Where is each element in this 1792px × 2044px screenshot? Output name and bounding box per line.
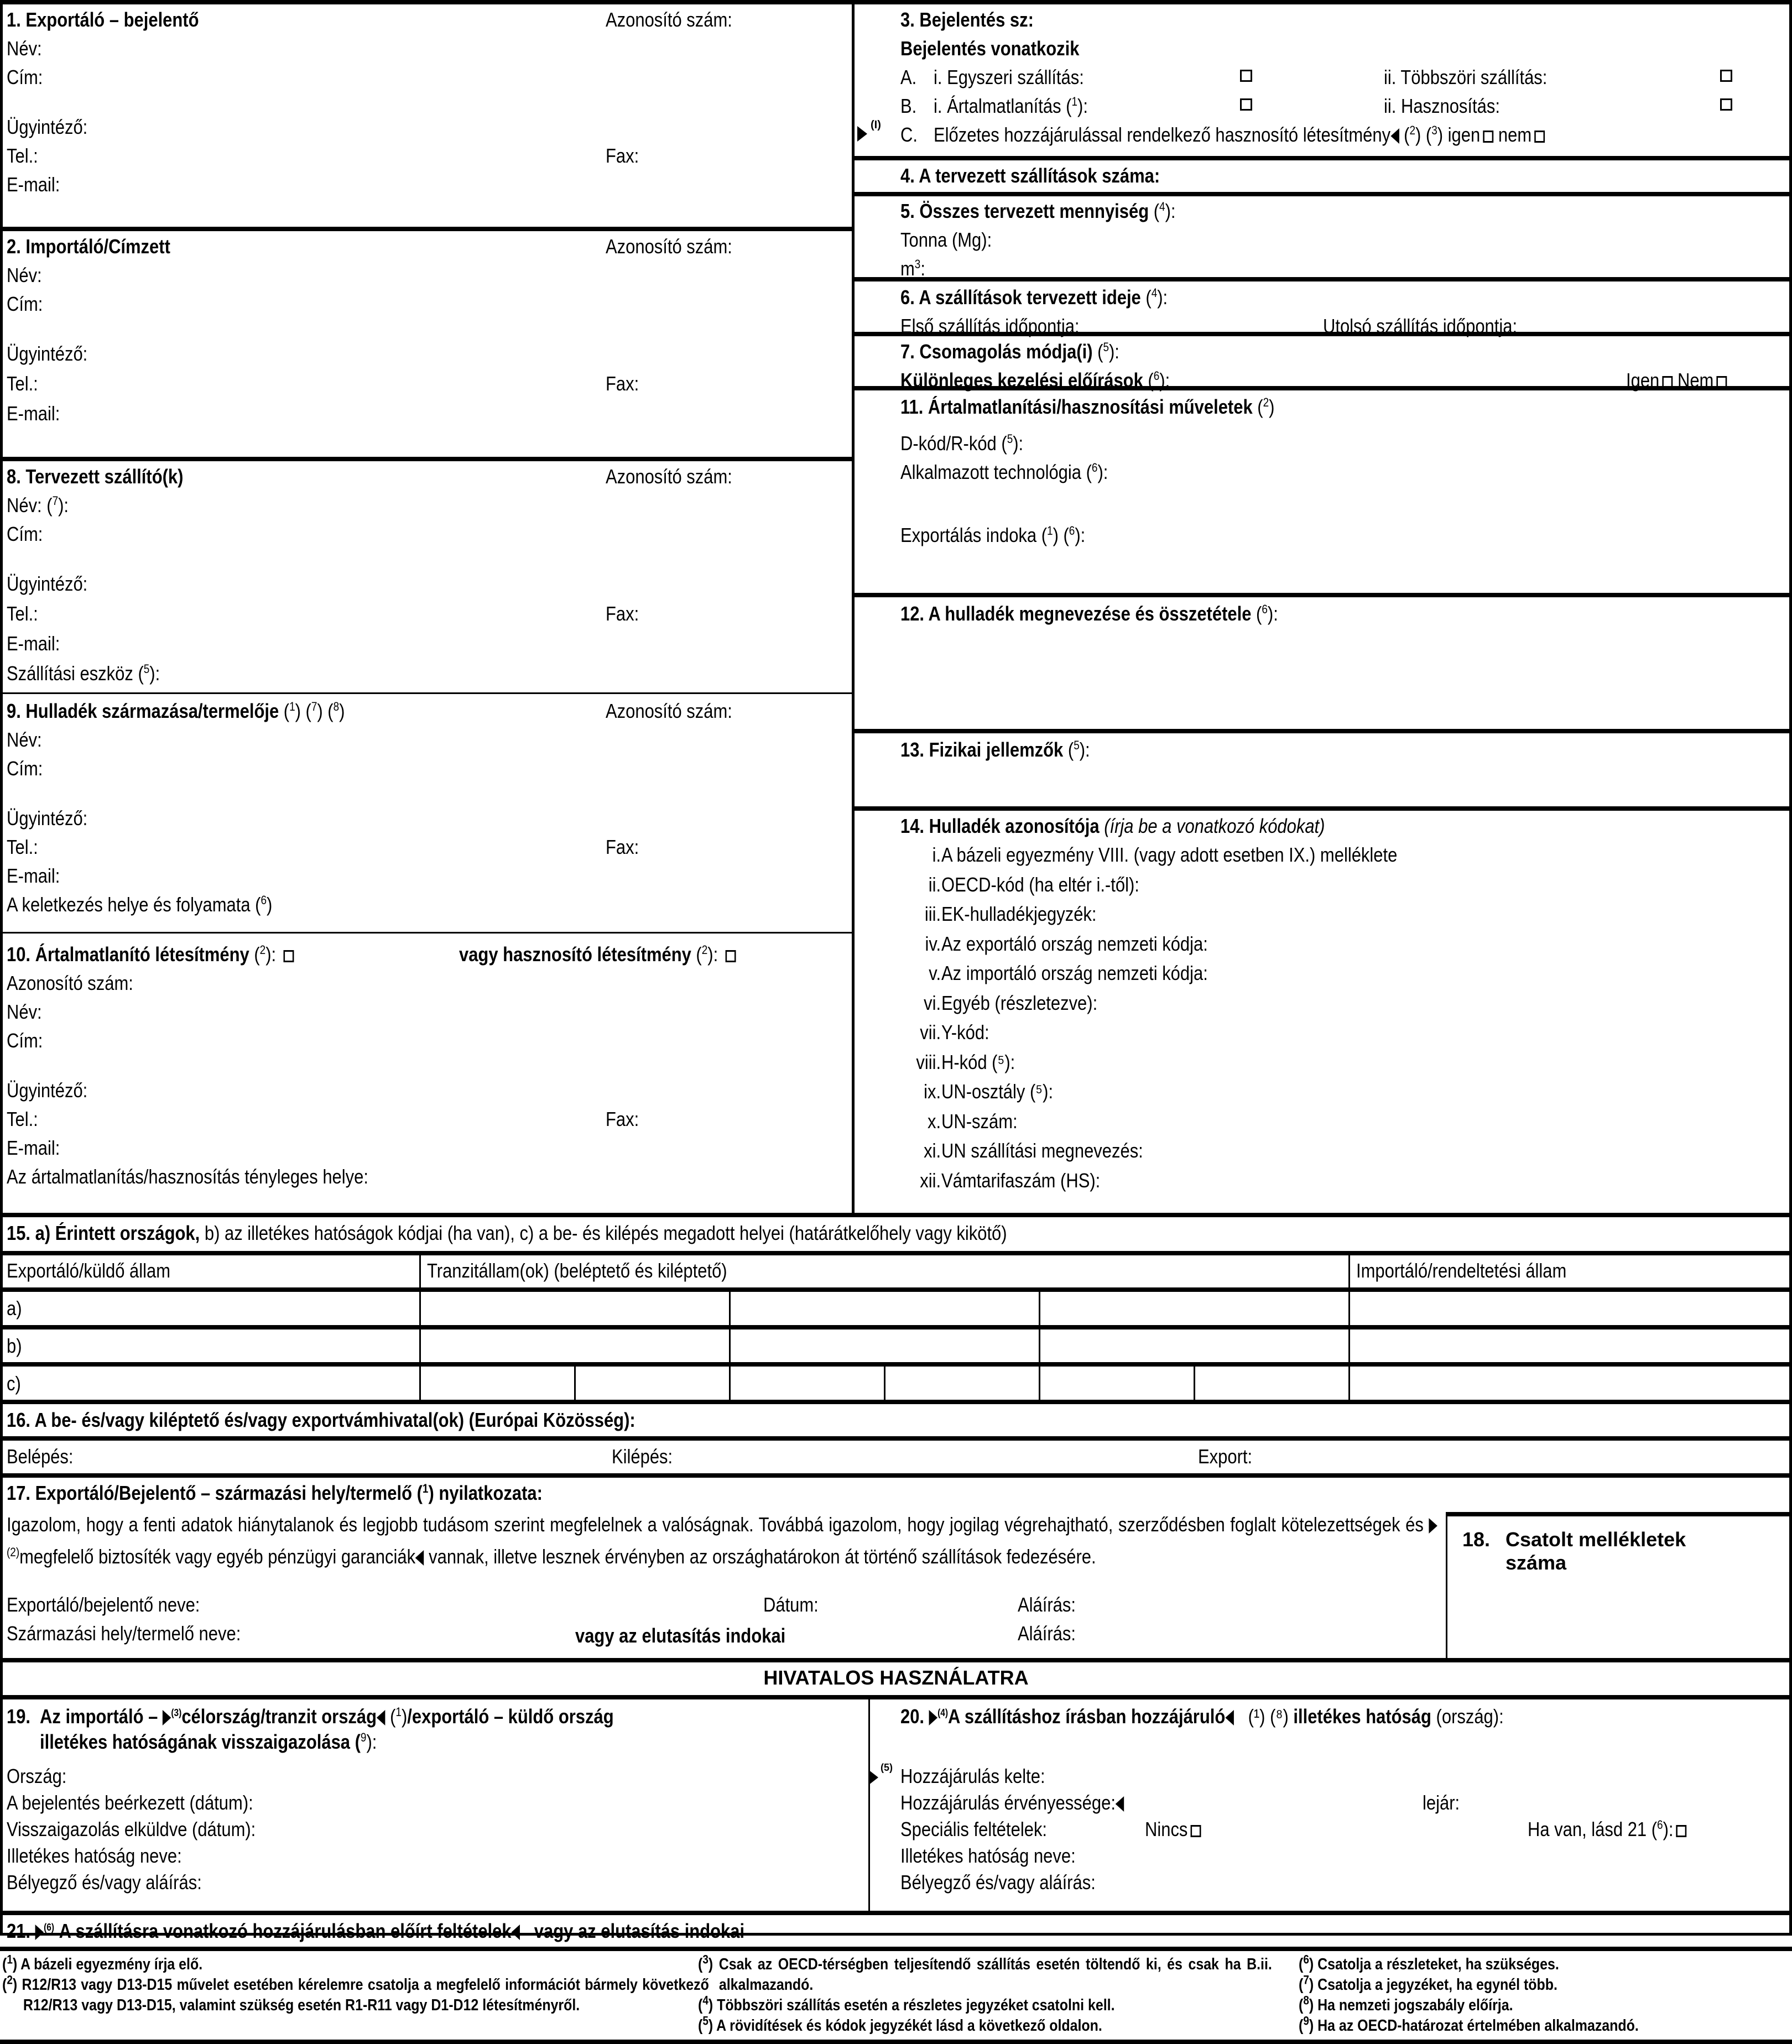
waste-id-item-label[interactable]: Vámtarifaszám (HS): xyxy=(941,1169,1101,1192)
s19-country-label[interactable]: Ország: xyxy=(7,1765,67,1787)
t15-row-a-label: a) xyxy=(7,1297,22,1320)
divider-17-18 xyxy=(1446,1512,1447,1660)
waste-id-item-label[interactable]: UN-osztály (⁵): xyxy=(941,1080,1054,1103)
s3-b-disposal-label: i. Ártalmatlanítás ($^1$): xyxy=(934,95,1088,117)
section-9-title: 9. Hulladék származása/termelője ($^1$) ($^7$) ($^8$) xyxy=(7,700,345,722)
t15-col-c2 xyxy=(884,1362,885,1400)
footnote-text: Csatolja a részleteket, ha szükséges. xyxy=(1317,1956,1559,1973)
footnote-text: Csak az OECD-térségben teljesítendő szállítás esetén töltendő ki, és csak ha B.ii. alkalmazandó. xyxy=(718,1956,1272,1994)
divider-official-19 xyxy=(0,1695,1792,1699)
s19-stamp-label[interactable]: Bélyegző és/vagy aláírás: xyxy=(7,1871,202,1894)
s11-reason-label[interactable]: Exportálás indoka ($^1$) ($^6$): xyxy=(900,524,1086,546)
divider-bottom xyxy=(0,2040,1792,2044)
s9-email-label[interactable]: E-mail: xyxy=(7,864,60,887)
top-border xyxy=(0,0,1792,4)
single-shipment-checkbox[interactable] xyxy=(1240,70,1252,82)
footnote xyxy=(2,1954,709,1975)
divider-11-12 xyxy=(852,593,1792,597)
waste-id-item-label[interactable]: UN szállítási megnevezés: xyxy=(941,1139,1143,1162)
divider-2-8 xyxy=(0,457,853,461)
t15-header-import: Importáló/rendeltetési állam xyxy=(1356,1259,1567,1282)
section-18-num: 18. xyxy=(1462,1528,1491,1551)
s9-fax-label[interactable]: Fax: xyxy=(606,836,639,858)
s17-signature-2-label[interactable]: Aláírás: xyxy=(1018,1622,1076,1645)
section-12-title[interactable]: 12. A hulladék megnevezése és összetétele ($^6$): xyxy=(900,602,1278,625)
section-19-title-line2: illetékes hatóságának visszaigazolása ($^9$): xyxy=(40,1730,377,1753)
divider-top-15 xyxy=(0,1213,1792,1217)
footnote xyxy=(1299,1975,1792,1995)
divider-21-footnotes xyxy=(0,1947,1792,1951)
s3-a-multiple-label: ii. Többszöri szállítás: xyxy=(1384,66,1548,88)
amendment-end-marker-icon xyxy=(1390,128,1399,144)
s1-name-label[interactable]: Név: xyxy=(7,37,42,60)
divider-17-official xyxy=(0,1658,1792,1662)
waste-id-item-label[interactable]: Y-kód: xyxy=(941,1021,989,1044)
s17-date-label[interactable]: Dátum: xyxy=(763,1593,819,1616)
s1-address-label[interactable]: Cím: xyxy=(7,66,43,88)
divider-9-10 xyxy=(0,932,853,934)
t15-a-transit-2-cell[interactable] xyxy=(731,1292,1038,1324)
s1-contact-label[interactable]: Ügyintéző: xyxy=(7,116,88,138)
s10-address-label[interactable]: Cím: xyxy=(7,1029,43,1052)
footnote-ref: ($^5$) xyxy=(698,2014,717,2035)
footnote-ref: ($^3$) xyxy=(698,1952,719,1973)
s10-email-label[interactable]: E-mail: xyxy=(7,1136,60,1159)
amendment-end-marker-icon xyxy=(512,1925,520,1940)
amendment-end-marker-icon xyxy=(1225,1710,1233,1725)
section-20-title: 20. $^{(4)}$A szállításhoz írásban hozzájáruló (¹) (⁸) illetékes hatóság (ország): xyxy=(900,1705,1504,1728)
s17-exporter-name-label[interactable]: Exportáló/bejelentő neve: xyxy=(7,1593,200,1616)
t15-a-transit-1-cell[interactable] xyxy=(421,1292,728,1324)
t15-header-transit: Tranzitállam(ok) (beléptető és kiléptető) xyxy=(427,1259,727,1282)
column-divider xyxy=(852,0,855,1214)
s1-email-label[interactable]: E-mail: xyxy=(7,173,60,196)
s20-expires-label[interactable]: lejár: xyxy=(1423,1791,1460,1814)
amendment-start-marker-icon xyxy=(1429,1518,1437,1534)
waste-id-item-label[interactable]: EK-hulladékjegyzék: xyxy=(941,903,1097,925)
section-21-title[interactable]: 21. $^{(6)}$ A szállításra vonatkozó hozzájárulásban előírt feltételek vagy az elutasítás indokai xyxy=(7,1920,745,1942)
s19-received-label[interactable]: A bejelentés beérkezett (dátum): xyxy=(7,1791,253,1814)
s6-first-label[interactable]: Első szállítás időpontja: xyxy=(900,315,1080,337)
s10-name-label[interactable]: Név: xyxy=(7,1000,42,1023)
amendment-start-marker-icon xyxy=(35,1925,44,1940)
t15-c-import-cell[interactable] xyxy=(1350,1367,1787,1399)
section-15-title: 15. a) Érintett országok, b) az illetékes hatóságok kódjai (ha van), c) a be- és kilépés megadott helyei (határátkelőhely vagy kikötő) xyxy=(7,1222,1007,1244)
s3-b-letter: B. xyxy=(900,95,917,117)
divider-15-row-c xyxy=(0,1362,1792,1367)
divider-15-row-a xyxy=(0,1287,1792,1292)
divider-19-20 xyxy=(868,1695,870,1912)
section-2-title: 2. Importáló/Címzett xyxy=(7,235,170,258)
disposal-checkbox[interactable] xyxy=(1240,98,1252,111)
divider-13-14 xyxy=(852,806,1792,811)
special-handling-no-checkbox[interactable] xyxy=(1716,376,1727,388)
footnote xyxy=(1299,1954,1792,1975)
section-8-title: 8. Tervezett szállító(k) xyxy=(7,465,184,488)
waste-id-item-number: vi. xyxy=(924,991,941,1014)
s5-m3-label[interactable]: $m^3$: xyxy=(900,257,925,280)
s3-a-single-label: i. Egyszeri szállítás: xyxy=(934,66,1084,88)
s20-if-any-option: Ha van, lásd 21 ($^6$): xyxy=(1528,1817,1687,1841)
s7-special-label: Különleges kezelési előírások ($^6$): xyxy=(900,369,1170,392)
amendment-start-marker-icon xyxy=(868,1770,878,1785)
waste-id-item-label[interactable]: H-kód (⁵): xyxy=(941,1050,1015,1073)
waste-id-item-number: x. xyxy=(928,1109,941,1133)
t15-b-import-cell[interactable] xyxy=(1350,1329,1787,1362)
s8-transport-label[interactable]: Szállítási eszköz ($^5$): xyxy=(7,662,160,685)
footnote-ref: ($^6$) xyxy=(1299,1952,1318,1973)
divider-20-21 xyxy=(0,1911,1792,1915)
section-1-title: 1. Exportáló – bejelentő xyxy=(7,8,199,31)
s2-name-label[interactable]: Név: xyxy=(7,264,42,286)
s1-id-label: Azonosító szám: xyxy=(606,8,732,31)
waste-id-item-number: vii. xyxy=(920,1021,941,1044)
recovery-checkbox[interactable] xyxy=(1720,98,1732,111)
footnote-text: A bázeli egyezmény írja elő. xyxy=(20,1956,203,1973)
special-conditions-yes-checkbox[interactable] xyxy=(1676,1825,1687,1837)
s17-producer-name-label[interactable]: Származási hely/termelő neve: xyxy=(7,1622,241,1645)
section-14-title: 14. Hulladék azonosítója (írja be a vonatkozó kódokat) xyxy=(900,815,1325,837)
t15-header-export: Exportáló/küldő állam xyxy=(7,1259,171,1282)
s20-none-option: Nincs xyxy=(1145,1817,1201,1841)
amendment-start-marker-icon xyxy=(929,1710,937,1725)
waste-id-item-label[interactable]: A bázeli egyezmény VIII. (vagy adott esetben IX.) melléklete xyxy=(941,843,1398,866)
section-5-title: 5. Összes tervezett mennyiség ($^4$): xyxy=(900,200,1176,222)
s2-id-label: Azonosító szám: xyxy=(606,235,732,258)
section-7-title[interactable]: 7. Csomagolás módja(i) ($^5$): xyxy=(900,340,1119,363)
divider-4-5 xyxy=(852,192,1792,196)
section-17-title: 17. Exportáló/Bejelentő – származási hely/termelő ($^1$) nyilatkozata: xyxy=(7,1482,543,1504)
footnote xyxy=(2,1975,709,2016)
waste-id-item-label[interactable]: Egyéb (részletezve): xyxy=(941,991,1098,1014)
amendment-end-marker-icon xyxy=(377,1710,385,1725)
s20-consent-date-label[interactable]: Hozzájárulás kelte: xyxy=(900,1765,1045,1787)
footnote xyxy=(698,1995,1272,2016)
s16-exit-label[interactable]: Kilépés: xyxy=(612,1445,673,1468)
s20-authority-label[interactable]: Illetékes hatóság neve: xyxy=(900,1844,1076,1867)
s16-entry-label[interactable]: Belépés: xyxy=(7,1445,74,1468)
s8-tel-label[interactable]: Tel.: xyxy=(7,602,38,625)
s9-id-label: Azonosító szám: xyxy=(606,700,732,722)
section-19-num: 19. xyxy=(7,1705,31,1728)
divider-1-2 xyxy=(0,227,853,231)
waste-id-item-number: iv. xyxy=(925,932,941,955)
t15-row-c-label: c) xyxy=(7,1372,21,1395)
disposal-facility-checkbox[interactable] xyxy=(284,950,294,962)
amendment-end-marker-icon xyxy=(1116,1796,1124,1812)
waste-id-item-label[interactable]: Az exportáló ország nemzeti kódja: xyxy=(941,932,1208,955)
section-18-title-1: Csatolt mellékletek xyxy=(1506,1528,1686,1551)
s3-c-marker: (I) xyxy=(871,119,881,131)
t15-col-c1 xyxy=(574,1362,576,1400)
preconsent-no-checkbox[interactable] xyxy=(1534,131,1545,143)
s9-address-label[interactable]: Cím: xyxy=(7,757,43,780)
amendment-start-marker-icon xyxy=(857,126,867,142)
waste-id-item-number: viii. xyxy=(916,1050,941,1073)
s20-marker-5: (5) xyxy=(881,1762,893,1773)
s8-fax-label[interactable]: Fax: xyxy=(606,602,639,625)
section-10-title: 10. Ártalmatlanító létesítmény ($^2$): xyxy=(7,942,294,966)
divider-18-top xyxy=(1446,1512,1792,1516)
official-use-heading: HIVATALOS HASZNÁLATRA xyxy=(763,1666,1029,1689)
preconsent-yes-checkbox[interactable] xyxy=(1483,131,1493,143)
waste-id-item-label[interactable]: UN-szám: xyxy=(941,1109,1018,1133)
section-4-title[interactable]: 4. A tervezett szállítások száma: xyxy=(900,164,1160,187)
section-6-title: 6. A szállítások tervezett ideje ($^4$): xyxy=(900,286,1168,309)
waste-id-item-number: ix. xyxy=(924,1080,941,1103)
waste-id-item-number: xi. xyxy=(924,1139,941,1162)
footnote xyxy=(1299,1995,1792,2016)
s3-b-recovery-label: ii. Hasznosítás: xyxy=(1384,95,1500,117)
divider-15-16 xyxy=(0,1400,1792,1404)
s3-c-text: Előzetes hozzájárulással rendelkező hasznosító létesítmény ($^2$) ($^3$) igen nem xyxy=(934,123,1545,147)
section-18-title-2: száma xyxy=(1506,1551,1567,1574)
section-19-title-line1: Az importáló – $^{(3)}$célország/tranzit ország ($^1$)/exportáló – küldő ország xyxy=(40,1705,614,1728)
s8-name-label[interactable]: Név: ($^7$): xyxy=(7,494,69,517)
footnote-text: A rövidítések és kódok jegyzékét lásd a következő oldalon. xyxy=(716,2017,1102,2035)
footnote-text: R12/R13 vagy D13-D15 művelet esetében kérelemre csatolja a megfelelő információt bármely következő R12/R13 vagy D13-D15, valamint szükség esetén R1-R11 vagy D1-D12 létesítményről. xyxy=(22,1976,709,2014)
s20-special-label: Speciális feltételek: xyxy=(900,1818,1048,1840)
divider-16-17 xyxy=(0,1473,1792,1478)
s20-validity-label[interactable]: Hozzájárulás érvényessége: xyxy=(900,1791,1124,1814)
s1-fax-label[interactable]: Fax: xyxy=(606,144,639,167)
s11-code-label[interactable]: D-kód/R-kód ($^5$): xyxy=(900,432,1024,455)
divider-5-6 xyxy=(852,277,1792,281)
s11-tech-label[interactable]: Alkalmazott technológia ($^6$): xyxy=(900,461,1108,483)
waste-id-item-number: v. xyxy=(929,962,941,984)
t15-b-transit-3-cell[interactable] xyxy=(1040,1329,1348,1362)
s17-declaration-text: Igazolom, hogy a fenti adatok hiánytalanok és legjobb tudásom szerint megfelelnek a valóságnak. Továbbá igazolom, hogy jogilag végrehajtható, szerződésben foglalt kötelezettségek és $^{(2)}$megfelelő biztosíték vagy egyéb pénzügyi garanciák vannak, illetve lesznek érvényben az országhatárokon át történő szállítások fedezésére. xyxy=(7,1509,1437,1573)
s1-tel-label[interactable]: Tel.: xyxy=(7,144,38,167)
section-11-title: 11. Ártalmatlanítási/hasznosítási műveletek ($^2$) xyxy=(900,395,1275,418)
footnote-ref: ($^7$) xyxy=(1299,1973,1318,1994)
footnote-ref: ($^8$) xyxy=(1299,1993,1318,2014)
s8-id-label: Azonosító szám: xyxy=(606,465,732,488)
s3-c-letter: C. xyxy=(900,123,918,146)
t15-a-transit-3-cell[interactable] xyxy=(1040,1292,1348,1324)
t15-row-b-label: b) xyxy=(7,1334,22,1357)
s10-tel-label[interactable]: Tel.: xyxy=(7,1108,38,1130)
divider-8-9 xyxy=(0,692,853,694)
s5-tonnes-label[interactable]: Tonna (Mg): xyxy=(900,228,992,251)
footnote-text: Ha az OECD-határozat értelmében alkalmazandó. xyxy=(1317,2017,1639,2035)
recovery-facility-checkbox[interactable] xyxy=(726,950,736,962)
s9-process-label[interactable]: A keletkezés helye és folyamata ($^6$) xyxy=(7,893,273,916)
s2-email-label[interactable]: E-mail: xyxy=(7,402,60,425)
footnote-text: Többszöri szállítás esetén a részletes jegyzéket csatolni kell. xyxy=(717,1996,1115,2014)
s8-email-label[interactable]: E-mail: xyxy=(7,632,60,655)
waste-id-item-label[interactable]: OECD-kód (ha eltér i.-től): xyxy=(941,873,1139,896)
s16-export-label[interactable]: Export: xyxy=(1198,1445,1253,1468)
divider-15-header xyxy=(0,1251,1792,1255)
divider-3-4 xyxy=(852,156,1792,160)
s10-contact-label[interactable]: Ügyintéző: xyxy=(7,1079,88,1102)
waste-id-item-number: xii. xyxy=(920,1169,941,1192)
s19-sent-label[interactable]: Visszaigazolás elküldve (dátum): xyxy=(7,1818,256,1840)
divider-12-13 xyxy=(852,729,1792,733)
special-conditions-none-checkbox[interactable] xyxy=(1191,1825,1201,1837)
section-16-title: 16. A be- és/vagy kiléptető és/vagy exportvámhivatal(ok) (Európai Közösség): xyxy=(7,1409,635,1431)
waste-id-item-number: i. xyxy=(932,843,941,866)
s10-fax-label[interactable]: Fax: xyxy=(606,1108,639,1130)
s8-address-label[interactable]: Cím: xyxy=(7,523,43,545)
footnote xyxy=(698,1954,1272,1995)
footnote-ref: ($^9$) xyxy=(1299,2014,1318,2035)
s3-subtitle: Bejelentés vonatkozik xyxy=(900,37,1080,60)
waste-id-item-number: ii. xyxy=(928,873,941,896)
s8-contact-label[interactable]: Ügyintéző: xyxy=(7,572,88,595)
s2-fax-label[interactable]: Fax: xyxy=(606,372,639,395)
s2-contact-label[interactable]: Ügyintéző: xyxy=(7,342,88,365)
t15-col-c3 xyxy=(1194,1362,1195,1400)
divider-15-row-b xyxy=(0,1325,1792,1329)
s2-tel-label[interactable]: Tel.: xyxy=(7,372,38,395)
footnote xyxy=(698,2016,1272,2036)
s6-last-label[interactable]: Utolsó szállítás időpontja: xyxy=(1323,315,1518,337)
s3-a-letter: A. xyxy=(900,66,917,88)
footnote-text: Csatolja a jegyzéket, ha egynél több. xyxy=(1317,1976,1557,1994)
section-13-title[interactable]: 13. Fizikai jellemzők ($^5$): xyxy=(900,738,1090,761)
t15-b-transit-1-cell[interactable] xyxy=(421,1329,728,1362)
section-3-title: 3. Bejelentés sz: xyxy=(900,8,1034,31)
s9-tel-label[interactable]: Tel.: xyxy=(7,836,38,858)
waste-id-item-number: iii. xyxy=(924,903,941,925)
s7-yes-no: Igen Nem xyxy=(1626,368,1727,392)
t15-a-import-cell[interactable] xyxy=(1350,1292,1787,1324)
special-handling-yes-checkbox[interactable] xyxy=(1662,376,1673,388)
amendment-end-marker-icon xyxy=(415,1550,424,1566)
s9-contact-label[interactable]: Ügyintéző: xyxy=(7,807,88,830)
footnote-ref: ($^4$) xyxy=(698,1993,717,2014)
footnote-text: Ha nemzeti jogszabály előírja. xyxy=(1317,1996,1513,2014)
footnote-ref: ($^2$) xyxy=(2,1973,22,1994)
s10-site-label[interactable]: Az ártalmatlanítás/hasznosítás tényleges helye: xyxy=(7,1165,368,1188)
t15-b-transit-2-cell[interactable] xyxy=(731,1329,1038,1362)
s10-recovery-option: vagy hasznosító létesítmény ($^2$): xyxy=(459,942,736,966)
s9-name-label[interactable]: Név: xyxy=(7,728,42,751)
s19-authority-label[interactable]: Illetékes hatóság neve: xyxy=(7,1844,182,1867)
waste-id-item-label[interactable]: Az importáló ország nemzeti kódja: xyxy=(941,962,1208,984)
multiple-shipments-checkbox[interactable] xyxy=(1720,70,1732,82)
s17-signature-label[interactable]: Aláírás: xyxy=(1018,1593,1076,1616)
t15-col-1 xyxy=(419,1251,421,1400)
footnote-ref: ($^1$) xyxy=(2,1952,21,1973)
footnote xyxy=(1299,2016,1792,2036)
divider-16-sub xyxy=(0,1436,1792,1441)
s2-address-label[interactable]: Cím: xyxy=(7,293,43,315)
s10-id-label[interactable]: Azonosító szám: xyxy=(7,972,133,994)
amendment-start-marker-icon xyxy=(163,1710,171,1725)
s17-or-reject: vagy az elutasítás indokai xyxy=(575,1624,786,1647)
s20-stamp-label[interactable]: Bélyegző és/vagy aláírás: xyxy=(900,1871,1096,1894)
